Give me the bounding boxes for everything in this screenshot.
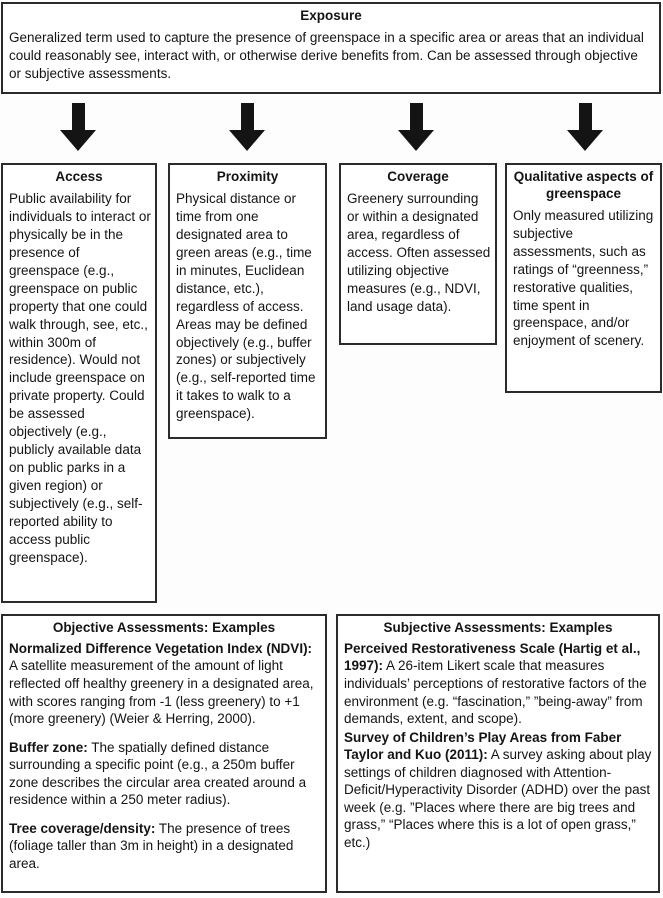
- qualitative-aspects-body: Only measured utilizing subjective assessments, such as ratings of “greenness,” restorative qualities, time spent in greenspace, and/or enjoyment of scenery.: [513, 207, 654, 349]
- objective-assessments-title: Objective Assessments: Examples: [52, 620, 276, 635]
- arrow-head: [60, 130, 96, 151]
- play-areas-survey-definition: [338, 729, 658, 852]
- access-box: [1, 163, 157, 603]
- coverage-body: Greenery surrounding or within a designated area, regardless of access. Often assessed utilizing objective measures (e.g., NDVI, land usage data).: [347, 190, 491, 314]
- proximity-body: Physical distance or time from one designated area to green areas (e.g., time in minutes, Euclidean distance, etc.), regardless of access. Areas may be defined objectively (e.g., buffer zones) or subjectively (e.g., self-reported time it takes to walk to a greenspace).: [176, 190, 316, 422]
- prs-term: Perceived Restorativeness Scale (Hartig et al., 1997):: [344, 640, 641, 674]
- qualitative-aspects-title: Qualitative aspects of greenspace: [513, 169, 654, 201]
- objective-assessments-box: [1, 614, 327, 893]
- coverage-box: [339, 163, 497, 345]
- arrow-shaft: [241, 103, 254, 130]
- qualitative-aspects-box: [505, 163, 662, 393]
- down-arrow-icon: [398, 103, 434, 151]
- proximity-box: [168, 163, 327, 439]
- ndvi-term: Normalized Difference Vegetation Index (NDVI):: [9, 640, 313, 656]
- arrow-head: [398, 130, 434, 151]
- subjective-assessments-title: Subjective Assessments: Examples: [383, 620, 613, 635]
- tree-coverage-text: The presence of trees (foliage taller than 3m in height) in a designated area.: [9, 820, 294, 871]
- play-areas-survey-term: Survey of Children’s Play Areas from Faber Taylor and Kuo (2011):: [344, 729, 622, 763]
- buffer-zone-term: Buffer zone:: [9, 739, 88, 755]
- buffer-zone-text: The spatially defined distance surrounding a specific point (e.g., a 250m buffer zone describes the circular area created around a residence within a 250 meter radius).: [9, 739, 307, 808]
- prs-definition: [338, 640, 658, 728]
- coverage-title: Coverage: [387, 169, 449, 184]
- access-title: Access: [55, 169, 103, 184]
- ndvi-definition: [3, 640, 325, 728]
- exposure-title: Exposure: [300, 8, 362, 23]
- proximity-title: Proximity: [216, 169, 279, 184]
- arrow-shaft: [579, 103, 592, 130]
- arrow-head: [567, 130, 603, 151]
- access-body: Public availability for individuals to interact or physically be in the presence of greenspace (e.g., greenspace on public property that one could walk through, see, etc., within 300m of residence). Would not include greenspace on private property. Could be assessed objectively (e.g., publicly available data on public parks in a given region) or subjectively (e.g., self-reported ability to access public greenspace).: [9, 190, 151, 565]
- play-areas-survey-text: A survey asking about play settings of children diagnosed with Attention-Deficit/Hyperactivity Disorder (ADHD) over the past week (e.g. ”Places where there are big trees and grass,” “Places where this is a lot of open grass,” etc.): [344, 747, 652, 850]
- down-arrow-icon: [60, 103, 96, 151]
- arrow-shaft: [410, 103, 423, 130]
- arrow-shaft: [72, 103, 85, 130]
- prs-text: A 26-item Likert scale that measures individuals’ perceptions of restorative factors of the environment (e.g. “fascination,” ”being-away” from demands, extent, and scope).: [344, 658, 647, 727]
- tree-coverage-term: Tree coverage/density:: [9, 820, 156, 836]
- tree-coverage-definition: [3, 820, 325, 873]
- subjective-assessments-box: [336, 614, 660, 893]
- exposure-description: Generalized term used to capture the presence of greenspace in a specific area or areas that an individual could reasonably see, interact with, or otherwise derive benefits from. Can be assessed through objective or subjective assessments.: [9, 29, 644, 81]
- buffer-zone-definition: [3, 739, 325, 809]
- ndvi-text: A satellite measurement of the amount of light reflected off healthy greenery in a designated area, with scores ranging from -1 (less greenery) to +1 (more greenery) (Weier & Herring, 2000).: [9, 658, 314, 727]
- down-arrow-icon: [567, 103, 603, 151]
- down-arrow-icon: [229, 103, 265, 151]
- exposure-box: [1, 2, 661, 94]
- arrow-head: [229, 130, 265, 151]
